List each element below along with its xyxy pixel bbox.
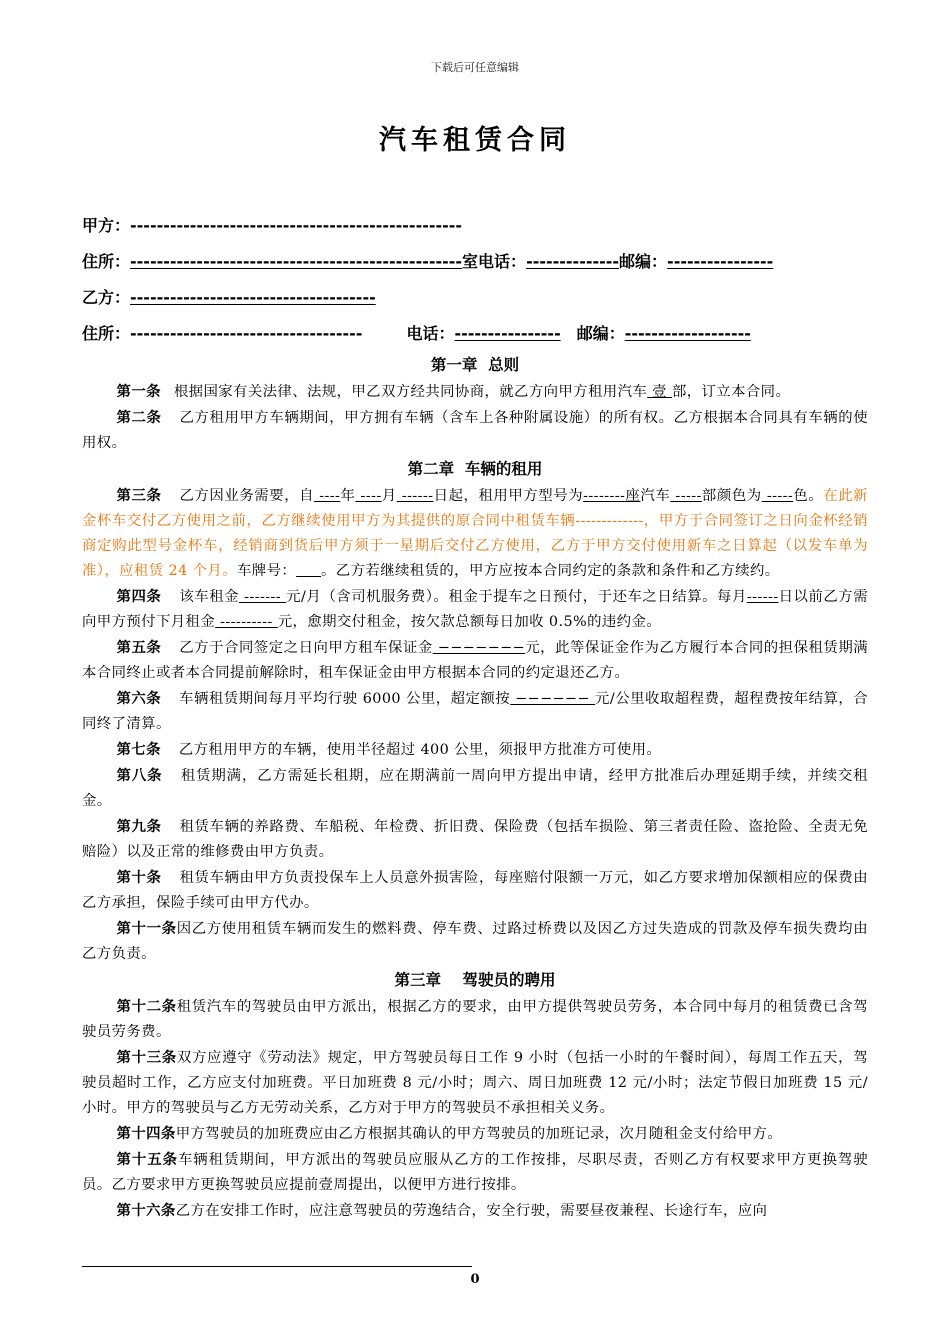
fill-in-blank: ----- xyxy=(670,488,702,504)
article xyxy=(82,865,868,916)
article-text: 乙方在安排工作时，应注意驾驶员的劳逸结合，安全行驶，需要昼夜兼程、长途行车，应向 xyxy=(175,1203,768,1219)
article-text: 根据国家有关法律、法规，甲乙双方经共同协商，就乙方向甲方租用汽车 xyxy=(173,384,648,400)
room-phone-label: 室电话： xyxy=(462,252,527,271)
article-text: 车辆租赁期间每月平均行驶 6000 公里，超定额按 xyxy=(174,691,511,707)
article-label: 第十条 xyxy=(116,869,162,886)
article-text: 日以前乙方需向甲方预付下月租金 xyxy=(82,589,869,630)
article xyxy=(82,686,868,737)
party-b-value: ------------------------------------- xyxy=(130,288,376,307)
postcode-label: 邮编： xyxy=(576,324,625,343)
article-text: 色。 xyxy=(793,488,824,504)
party-b-address-line xyxy=(82,321,751,344)
article-label: 第十四条 xyxy=(116,1125,176,1142)
article-label: 第三条 xyxy=(116,487,162,504)
article-text: 年 xyxy=(340,488,356,504)
article xyxy=(82,1045,868,1121)
footer-rule xyxy=(82,1266,472,1267)
party-b-line xyxy=(82,285,376,308)
fill-in-blank: ------- xyxy=(239,589,287,605)
article-text: 在此新金杯车交付乙方使用之前，乙方继续使用甲方为其提供的原合同中租赁车辆-------------，甲方于合同签订之日向金杯经销商定购此型号金杯车，经销商到货后甲方须于一星期后交付乙方使用，乙方于甲方交付使用新车之日算起（以发车单为准），应租赁 24 个月。 xyxy=(82,488,868,579)
article xyxy=(82,763,868,814)
party-a-line xyxy=(82,213,462,236)
address-label: 住所： xyxy=(82,324,131,343)
article xyxy=(82,1121,868,1147)
article-text: 元，愈期交付租金，按欠款总额每日加收 0.5%的违约金。 xyxy=(277,614,662,630)
fill-in-blank: ---- xyxy=(314,488,341,504)
postcode-a-value: ---------------- xyxy=(667,252,774,271)
article-label: 第十六条 xyxy=(116,1202,176,1219)
article xyxy=(82,405,868,456)
article-text: 乙方因业务需要，自 xyxy=(174,488,315,504)
party-a-value: -------------------------------------------------- xyxy=(130,216,463,235)
fill-in-blank: ------ xyxy=(396,488,434,504)
article-text: 乙方租用甲方车辆期间，甲方拥有车辆（含车上各种附属设施）的所有权。乙方根据本合同具有车辆的使用权。 xyxy=(82,410,868,451)
article-text: 月 xyxy=(381,488,397,504)
header-note: 下载后可任意编辑 xyxy=(431,61,519,74)
article xyxy=(82,483,868,584)
article xyxy=(82,814,868,865)
article-label: 第八条 xyxy=(116,767,163,784)
article-label: 第七条 xyxy=(116,741,161,758)
article-label: 第五条 xyxy=(116,639,162,656)
fill-in-blank: ------ xyxy=(746,589,779,605)
article-text: 部颜色为 xyxy=(701,488,762,504)
article xyxy=(82,737,868,763)
party-a-label: 甲方： xyxy=(82,216,131,235)
article-label: 第十一条 xyxy=(116,920,177,937)
fill-in-blank: --------座 xyxy=(583,488,641,504)
article-label: 第一条 xyxy=(116,383,161,400)
party-a-address-line xyxy=(82,249,773,272)
article-label: 第六条 xyxy=(116,690,162,707)
contract-body xyxy=(82,352,868,1224)
article xyxy=(82,379,868,405)
phone-a-value: -------------- xyxy=(526,252,620,271)
article-text: 汽车 xyxy=(640,488,671,504)
article xyxy=(82,1147,868,1198)
article-text: 甲方驾驶员的加班费应由乙方根据其确认的甲方驾驶员的加班记录，次月随租金支付给甲方。 xyxy=(175,1126,783,1142)
article-text: 双方应遵守《劳动法》规定，甲方驾驶员每日工作 9 小时（包括一小时的午餐时间），每周工作五天，驾驶员超时工作，乙方应支付加班费。平日加班费 8 元/小时；周六、周日加班费 12 元/小时；法定节假日加班费 15 元/小时。甲方的驾驶员与乙方无劳动关系，乙方对于甲方的驾驶员不承担相关义务。 xyxy=(82,1050,869,1116)
article-text: 元/公里收取超程费，超程费按年结算，合同终了清算。 xyxy=(82,691,869,732)
postcode-b-value: ------------------- xyxy=(624,324,751,343)
article-label: 第十五条 xyxy=(116,1151,178,1168)
article-text: 日起，租用甲方型号为 xyxy=(433,488,584,504)
address-a-value: -------------------------------------------------- xyxy=(130,252,463,271)
article-text: 。乙方若继续租赁的，甲方应按本合同约定的条款和条件和乙方续约。 xyxy=(321,563,780,579)
page-number: 0 xyxy=(470,1272,480,1287)
party-b-label: 乙方： xyxy=(82,288,131,307)
article xyxy=(82,584,868,635)
article xyxy=(82,1198,868,1224)
article xyxy=(82,994,868,1045)
article-label: 第十三条 xyxy=(116,1049,177,1066)
address-b-value: ----------------------------------- xyxy=(130,324,363,343)
article-label: 第十二条 xyxy=(116,998,177,1015)
article-text: 因乙方使用租赁车辆而发生的燃料费、停车费、过路过桥费以及因乙方过失造成的罚款及停车损失费均由乙方负责。 xyxy=(82,921,868,962)
article-label: 第九条 xyxy=(116,818,162,835)
article-text: 车辆租赁期间，甲方派出的驾驶员应服从乙方的工作按排，尽职尽责，否则乙方有权要求甲方更换驾驶员。乙方要求甲方更换驾驶员应提前壹周提出，以便甲方进行按排。 xyxy=(82,1152,868,1193)
postcode-label: 邮编： xyxy=(619,252,668,271)
fill-in-blank: ---------- xyxy=(215,614,278,630)
chapter-heading: 第二章 车辆的租用 xyxy=(407,460,543,478)
chapter-heading: 第三章 驾驶员的聘用 xyxy=(394,971,556,989)
phone-label: 电话： xyxy=(406,324,455,343)
fill-in-blank: −−−−−−− xyxy=(432,640,526,656)
fill-in-blank: 壹 xyxy=(647,384,672,400)
article-text: 部，订立本合同。 xyxy=(671,384,791,400)
article-text: 乙方租用甲方的车辆，使用半径超过 400 公里，须报甲方批准方可使用。 xyxy=(173,742,662,758)
fill-in-blank xyxy=(296,563,321,579)
article-text: 该车租金 xyxy=(174,589,240,605)
article-label: 第四条 xyxy=(116,588,162,605)
address-label: 住所： xyxy=(82,252,131,271)
fill-in-blank: ---- xyxy=(355,488,382,504)
article-text: 车牌号： xyxy=(236,563,297,579)
article xyxy=(82,635,868,686)
fill-in-blank: ----- xyxy=(761,488,794,504)
article-text: 租赁汽车的驾驶员由甲方派出，根据乙方的要求，由甲方提供驾驶员劳务，本合同中每月的租赁费已含驾驶员劳务费。 xyxy=(82,999,868,1040)
article-text: 乙方于合同签定之日向甲方租车保证金 xyxy=(174,640,433,656)
article-text: 租赁车辆由甲方负责投保车上人员意外损害险，每座赔付限额一万元，如乙方要求增加保额相应的保费由乙方承担，保险手续可由甲方代办。 xyxy=(82,870,868,911)
fill-in-blank: −−−−−− xyxy=(510,691,596,707)
article-text: 租赁期满，乙方需延长租期，应在期满前一周向甲方提出申请，经甲方批准后办理延期手续，并续交租金。 xyxy=(82,768,869,809)
article-text: 元，此等保证金作为乙方履行本合同的担保租赁期满本合同终止或者本合同提前解除时，租车保证金由甲方根据本合同的约定退还乙方。 xyxy=(82,640,869,681)
phone-b-value: ---------------- xyxy=(454,324,561,343)
chapter-heading: 第一章 总则 xyxy=(430,356,520,374)
document-title: 汽车租赁合同 xyxy=(379,125,571,156)
article-text: 元/月（含司机服务费）。租金于提车之日预付，于还车之日结算。每月 xyxy=(286,589,747,605)
article xyxy=(82,916,868,967)
article-label: 第二条 xyxy=(116,409,162,426)
article-text: 租赁车辆的养路费、车船税、年检费、折旧费、保险费（包括车损险、第三者责任险、盗抢险、全责无免赔险）以及正常的维修费由甲方负责。 xyxy=(82,819,868,860)
